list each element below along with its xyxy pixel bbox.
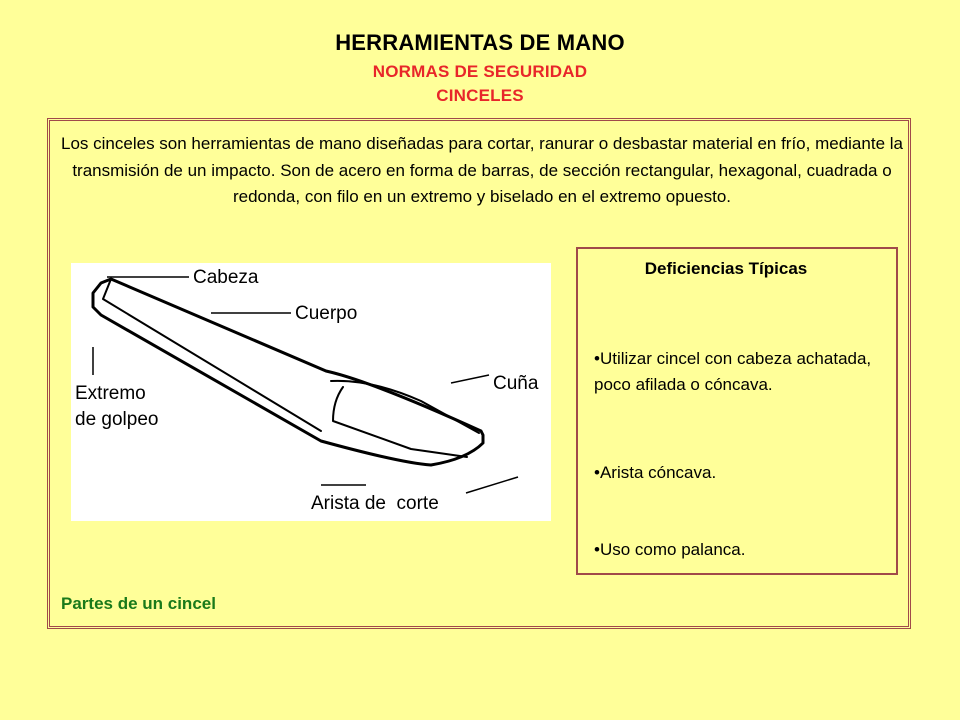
label-strike-end-1: Extremo (75, 383, 146, 404)
edge-leader-b (466, 477, 518, 493)
deficiency-item: •Utilizar cincel con cabeza achatada, poco afilada o cóncava. (594, 349, 872, 394)
wedge-bevel-line (331, 381, 479, 433)
section-title: CINCELES (436, 86, 524, 105)
figure-caption: Partes de un cincel (61, 594, 216, 613)
label-body: Cuerpo (295, 303, 358, 324)
label-cutting-edge: Arista de corte (311, 493, 439, 514)
chisel-outline (93, 279, 483, 465)
label-wedge: Cuña (493, 373, 539, 394)
page-subtitle: NORMAS DE SEGURIDAD (372, 62, 588, 81)
deficiency-item: •Arista cóncava. (594, 463, 717, 482)
page-title: HERRAMIENTAS DE MANO (335, 30, 625, 55)
deficiencies-title: Deficiencias Típicas (644, 259, 808, 278)
label-strike-end-2: de golpeo (75, 409, 159, 430)
deficiencies-box (576, 247, 898, 575)
chisel-diagram (71, 263, 551, 521)
chisel-drawing (71, 263, 551, 521)
intro-paragraph: Los cinceles son herramientas de mano diseñadas para cortar, ranurar o desbastar material en frío, mediante la transmisión de un impacto. Son de acero en forma de barras, de sección rectangular, hexagonal, cuadrada o redonda, con filo en un extremo y biselado en el extremo opuesto. (61, 134, 903, 206)
wedge-leader (451, 375, 489, 383)
label-head: Cabeza (193, 267, 259, 288)
deficiency-item: •Uso como palanca. (594, 540, 746, 559)
